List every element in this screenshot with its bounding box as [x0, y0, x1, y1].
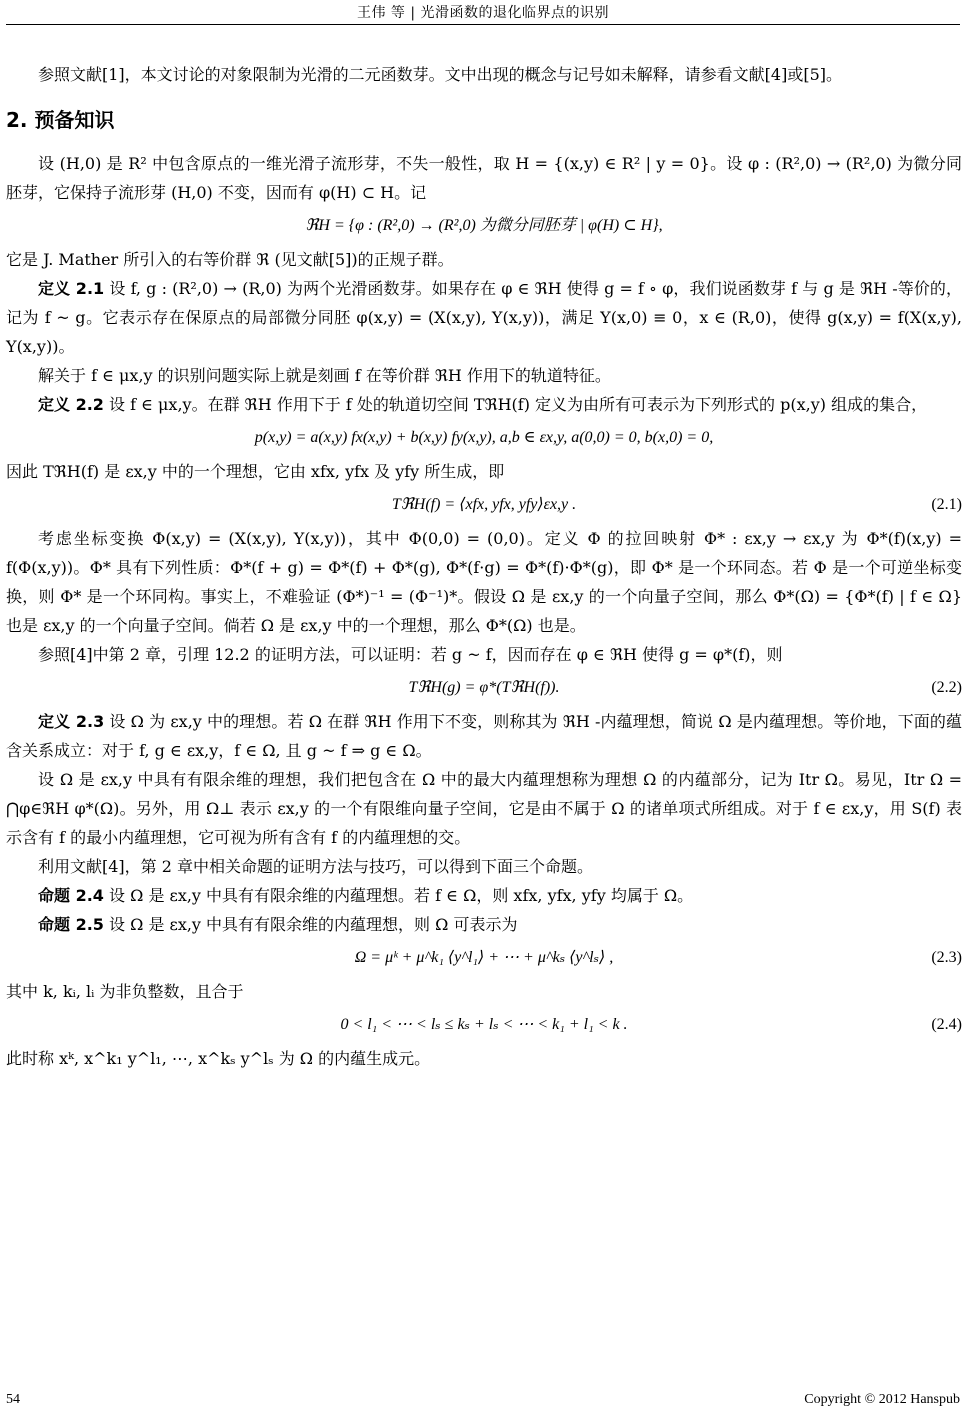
- equation-text: TℜH(f) = ⟨xfx, yfx, yfy⟩εx,y .: [391, 496, 577, 513]
- definition-label: 定义 2.3: [38, 712, 105, 731]
- definition-label: 定义 2.1: [38, 279, 105, 298]
- equation-2-4: [6, 1010, 962, 1040]
- equation-text: p(x,y) = a(x,y) fx(x,y) + b(x,y) fy(x,y), a,b ∈ εx,y, a(0,0) = 0, b(x,0) = 0,: [254, 429, 714, 446]
- proposition-2-4: [6, 881, 962, 910]
- definition-label: 定义 2.2: [38, 395, 104, 414]
- paragraph-setup: 设 (H,0) 是 R² 中包含原点的一维光滑子流形芽，不失一般性，取 H = {(x,y) ∈ R² | y = 0}。设 φ : (R²,0) → (R²,0) 为微分同胚芽，它保持子流形芽 (H,0) 不变，因而有 φ(H) ⊂ H。记: [6, 154, 962, 202]
- equation-RH: [6, 211, 962, 241]
- paragraph-conditions: 其中 k, kᵢ, lᵢ 为非负整数，且合于: [6, 982, 244, 1001]
- paragraph-pullback: 考虑坐标变换 Φ(x,y) = (X(x,y), Y(x,y))，其中 Φ(0,0) = (0,0)。定义 Φ 的拉回映射 Φ* : εx,y → εx,y 为 Φ*(f)(x,y) = f(Φ(x,y))。Φ* 具有下列性质：Φ*(f + g) = Φ*(f) + Φ*(g), Φ*(f·g) = Φ*(f)·Φ*(g)，即 Φ* 是一个环同态。若 Φ 是一个可逆坐标变换，则 Φ* 是一个环同构。事实上，不难验证 (Φ*)⁻¹ = (Φ⁻¹)*。假设 Ω 是 εx,y 的一个向量子空间，那么 Φ*(Ω) = {Φ*(f) | f ∈ Ω} 也是 εx,y 的一个向量子空间。倘若 Ω 是 εx,y 中的一个理想，那么 Φ*(Ω) 也是。: [6, 529, 962, 635]
- paragraph-intro: 参照文献[1]，本文讨论的对象限制为光滑的二元函数芽。文中出现的概念与记号如未解释，请参看文献[4]或[5]。: [38, 65, 842, 84]
- paragraph-lemma: 参照[4]中第 2 章，引理 12.2 的证明方法，可以证明：若 g ~ f，因而存在 φ ∈ ℜH 使得 g = φ*(f)，则: [38, 645, 783, 664]
- proposition-text: 设 Ω 是 εx,y 中具有有限余维的内蕴理想，则 Ω 可表示为: [103, 915, 518, 934]
- paragraph-generators: 此时称 xᵏ, x^k₁ y^l₁, ⋯, x^kₛ y^lₛ 为 Ω 的内蕴生成元。: [6, 1049, 431, 1068]
- equation-text: TℜH(g) = φ*(TℜH(f)).: [408, 679, 560, 696]
- equation-2-1: [6, 490, 962, 520]
- section-title: 2. 预备知识: [6, 108, 115, 132]
- equation-number: (2.1): [931, 496, 962, 513]
- definition-text: 设 f ∈ μx,y。在群 ℜH 作用下于 f 处的轨道切空间 TℜH(f) 定义为由所有可表示为下列形式的 p(x,y) 组成的集合，: [103, 395, 928, 414]
- definition-2-3: [6, 707, 962, 765]
- definition-2-1: [6, 274, 962, 361]
- proposition-label: 命题 2.4: [38, 886, 104, 905]
- equation-text: Ω = μᵏ + μ^k₁ ⟨y^l₁⟩ + ⋯ + μ^kₛ ⟨y^lₛ⟩ ,: [354, 949, 614, 966]
- equation-text: ℜH = {φ : (R²,0) → (R²,0) 为微分同胚芽 | φ(H) ⊂ H},: [305, 217, 663, 234]
- equation-number: (2.2): [931, 679, 962, 696]
- running-header: 王伟 等 | 光滑函数的退化临界点的识别: [356, 5, 610, 21]
- equation-number: (2.4): [931, 1016, 962, 1033]
- paragraph-ideal: 因此 TℜH(f) 是 εx,y 中的一个理想，它由 xfx, yfx 及 yfy 所生成，即: [6, 462, 505, 481]
- equation-2-3: [6, 943, 962, 973]
- paragraph-intrinsic-part: 设 Ω 是 εx,y 中具有有限余维的理想，我们把包含在 Ω 中的最大内蕴理想称为理想 Ω 的内蕴部分，记为 Itr Ω。易见，Itr Ω = ⋂φ∈ℜH φ*(Ω)。另外，用 Ω⊥ 表示 εx,y 的一个有限维向量子空间，它是由不属于 Ω 的诸单项式所组成。对于 f ∈ εx,y，用 S(f) 表示含有 f 的最小内蕴理想，它可视为所有含有 f 的内蕴理想的交。: [6, 770, 962, 847]
- paragraph-propositions-intro: 利用文献[4]，第 2 章中相关命题的证明方法与技巧，可以得到下面三个命题。: [38, 857, 594, 876]
- proposition-text: 设 Ω 是 εx,y 中具有有限余维的内蕴理想。若 f ∈ Ω，则 xfx, yfx, yfy 均属于 Ω。: [103, 886, 694, 905]
- proposition-label: 命题 2.5: [38, 915, 104, 934]
- main-content: [6, 60, 962, 1073]
- paragraph-recognition: 解关于 f ∈ μx,y 的识别问题实际上就是刻画 f 在等价群 ℜH 作用下的轨道特征。: [38, 366, 611, 385]
- definition-2-2: [6, 390, 962, 419]
- definition-text: 设 Ω 为 εx,y 中的理想。若 Ω 在群 ℜH 作用下不变，则称其为 ℜH -内蕴理想，简说 Ω 是内蕴理想。等价地，下面的蕴含关系成立：对于 f, g ∈ εx,y，f ∈ Ω, 且 g ~ f ⇒ g ∈ Ω。: [6, 712, 962, 760]
- equation-number: (2.3): [931, 949, 962, 966]
- header-rule: [6, 24, 960, 25]
- paragraph-mather: 它是 J. Mather 所引入的右等价群 ℜ (见文献[5])的正规子群。: [6, 250, 454, 269]
- equation-p: [6, 423, 962, 453]
- page-number: 54: [6, 1392, 20, 1407]
- copyright-notice: Copyright © 2012 Hanspub: [804, 1392, 960, 1407]
- equation-2-2: [6, 673, 962, 703]
- proposition-2-5: [6, 910, 962, 939]
- definition-text: 设 f, g : (R²,0) → (R,0) 为两个光滑函数芽。如果存在 φ ∈ ℜH 使得 g = f ∘ φ，我们说函数芽 f 与 g 是 ℜH -等价的，记为 f ~ g。它表示存在保原点的局部微分同胚 φ(x,y) = (X(x,y), Y(x,y))，满足 Y(x,0) ≡ 0，x ∈ (R,0)，使得 g(x,y) = f(X(x,y), Y(x,y))。: [6, 279, 962, 356]
- equation-text: 0 < l₁ < ⋯ < lₛ ≤ kₛ + lₛ < ⋯ < k₁ + l₁ < k .: [340, 1016, 628, 1033]
